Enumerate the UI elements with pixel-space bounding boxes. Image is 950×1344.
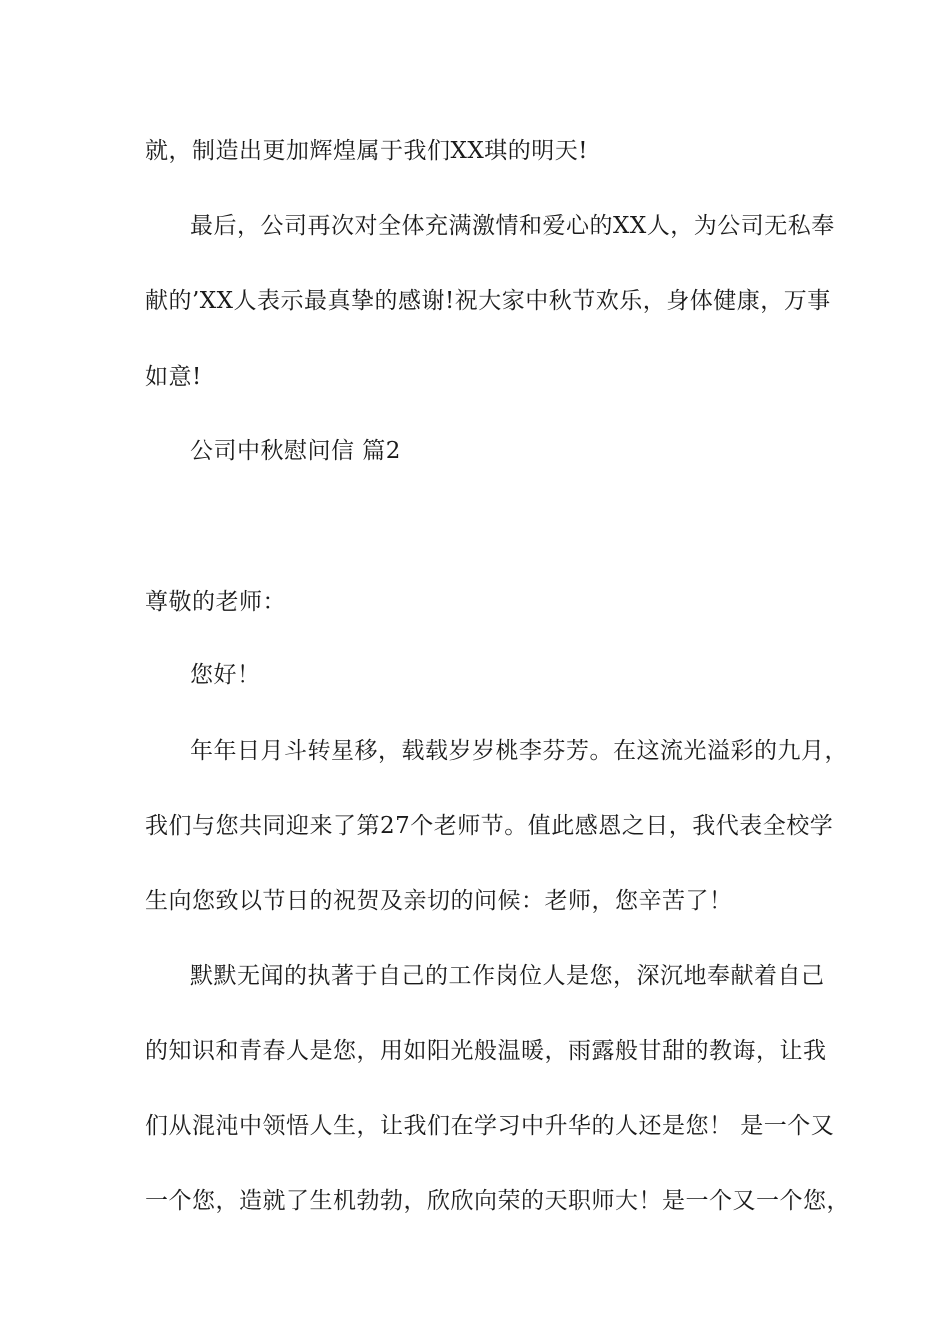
section-heading: 公司中秋慰问信 篇2 [190,438,401,464]
paragraph-line: 默默无闻的执著于自己的工作岗位人是您，深沉地奉献着自己 [190,963,825,989]
paragraph-line: 们从混沌中领悟人生，让我们在学习中升华的人还是您！ 是一个又 [145,1113,835,1139]
paragraph-line: 最后，公司再次对全体充满激情和爱心的XX人，为公司无私奉 [190,213,835,239]
paragraph-line: 一个您，造就了生机勃勃，欣欣向荣的天职师大！是一个又一个您， [145,1188,850,1214]
salutation: 尊敬的老师： [145,589,286,615]
paragraph-line: 如意! [145,364,202,390]
paragraph-line: 年年日月斗转星移，载载岁岁桃李芬芳。在这流光溢彩的九月， [190,738,848,764]
paragraph-line: 就，制造出更加辉煌属于我们XX琪的明天! [145,138,588,164]
paragraph-line: 的知识和青春人是您，用如阳光般温暖，雨露般甘甜的教诲，让我 [145,1038,827,1064]
paragraph-line: 献的’XX人表示最真挚的感谢!祝大家中秋节欢乐，身体健康，万事 [145,288,831,314]
greeting: 您好！ [190,662,261,688]
paragraph-line: 生向您致以节日的祝贺及亲切的问候：老师，您辛苦了！ [145,888,733,914]
paragraph-line: 我们与您共同迎来了第27个老师节。值此感恩之日，我代表全校学 [145,813,834,839]
